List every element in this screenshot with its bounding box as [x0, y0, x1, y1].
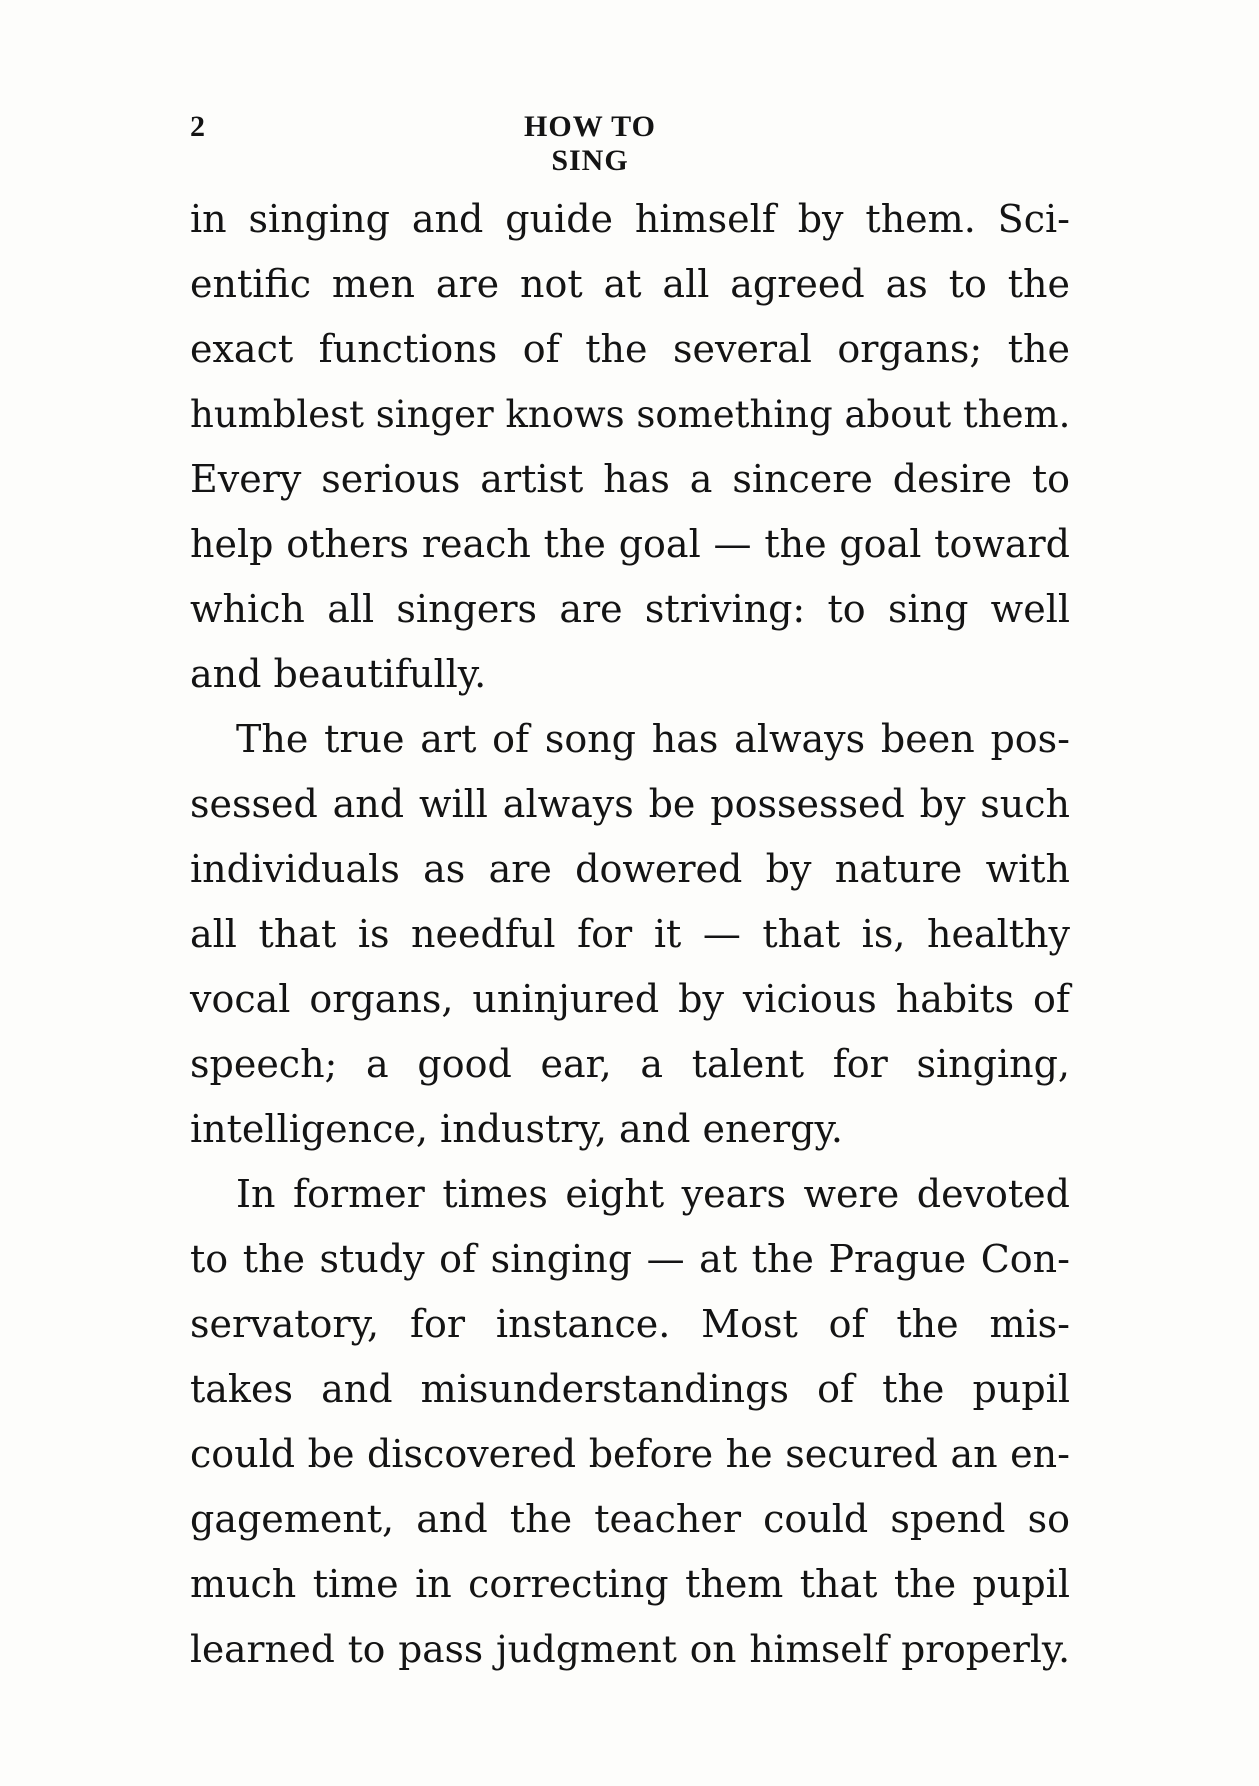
body-text	[190, 187, 1070, 1682]
text-line: intelligence, industry, and energy.	[190, 1107, 843, 1151]
text-line: vocal organs, uninjured by vicious habits of	[190, 977, 1070, 1021]
text-line: humblest singer knows something about them.	[190, 393, 1071, 436]
text-line: help others reach the goal — the goal toward	[190, 522, 1070, 566]
text-line: The true art of song has always been pos-	[236, 717, 1070, 761]
text-line: all that is needful for it — that is, healthy	[190, 912, 1070, 956]
page-number: 2	[190, 110, 205, 143]
text-line: to the study of singing — at the Prague Con-	[190, 1237, 1070, 1281]
text-line: In former times eight years were devoted	[236, 1172, 1070, 1216]
text-line: entific men are not at all agreed as to the	[190, 262, 1070, 306]
paragraph-3	[190, 1162, 1070, 1682]
text-line: gagement, and the teacher could spend so	[190, 1497, 1070, 1541]
text-line: could be discovered before he secured an en-	[190, 1432, 1070, 1476]
text-line: takes and misunderstandings of the pupil	[190, 1367, 1070, 1411]
paragraph-1	[190, 187, 1070, 707]
text-line: which all singers are striving: to sing well	[190, 587, 1070, 631]
text-line: in singing and guide himself by them. Sci-	[190, 197, 1070, 241]
running-head	[190, 110, 1070, 177]
text-line: and beautifully.	[190, 652, 487, 696]
running-title: HOW TO SING	[524, 110, 656, 177]
text-line: exact functions of the several organs; the	[190, 327, 1070, 371]
paragraph-2	[190, 707, 1070, 1162]
text-line: sessed and will always be possessed by such	[190, 782, 1070, 826]
text-line: learned to pass judgment on himself properly.	[190, 1627, 1070, 1671]
text-line: speech; a good ear, a talent for singing,	[190, 1042, 1070, 1086]
text-line: individuals as are dowered by nature with	[190, 847, 1070, 891]
text-line: servatory, for instance. Most of the mis-	[190, 1302, 1070, 1346]
text-line: much time in correcting them that the pupil	[190, 1562, 1070, 1606]
text-line: Every serious artist has a sincere desire to	[190, 457, 1070, 501]
